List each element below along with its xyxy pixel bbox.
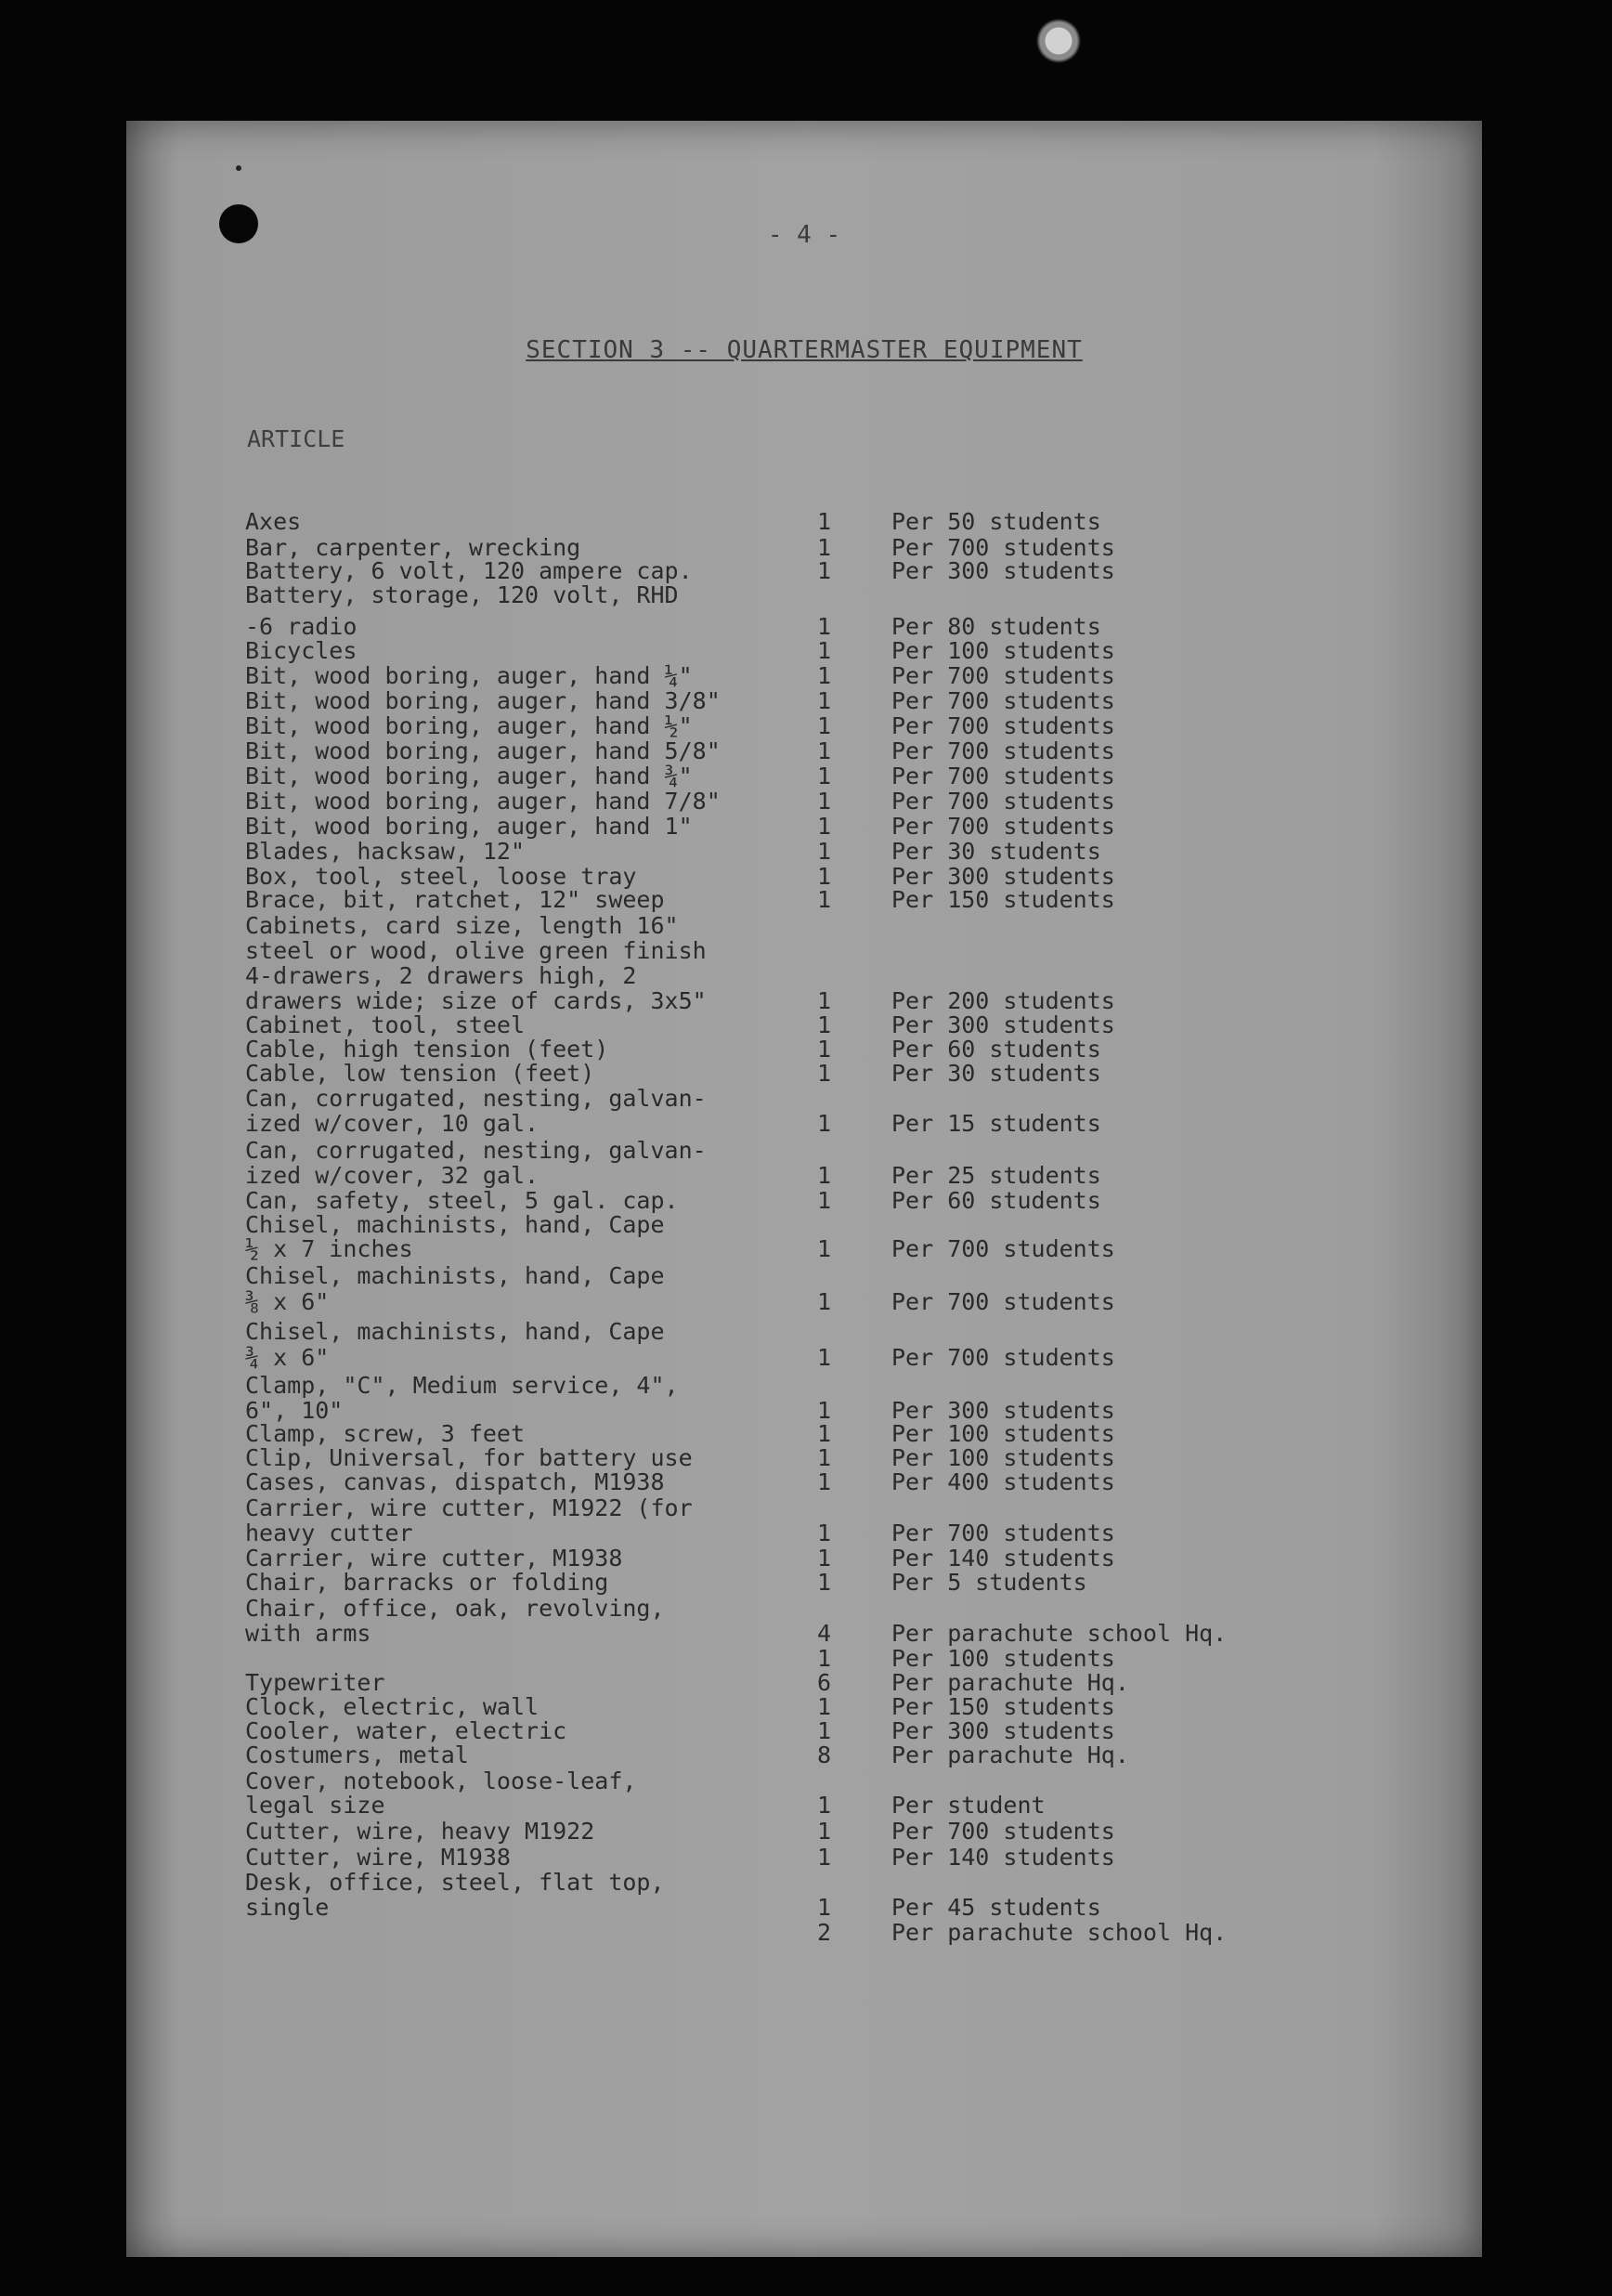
quantity-cell: 1 (817, 763, 832, 789)
article-cell: Cover, notebook, loose-leaf, (245, 1768, 637, 1794)
article-cell: Bit, wood boring, auger, hand 1" (245, 813, 693, 840)
basis-cell: Per 30 students (891, 838, 1101, 865)
article-cell: Costumers, metal (245, 1742, 469, 1768)
basis-cell: Per parachute Hq. (891, 1669, 1129, 1696)
article-cell: Clamp, screw, 3 feet (245, 1420, 526, 1447)
quantity-cell: 1 (817, 1844, 832, 1871)
film-speck (1031, 13, 1086, 69)
quantity-cell: 1 (817, 1420, 832, 1447)
quantity-cell: 4 (817, 1620, 832, 1647)
basis-cell: Per 50 students (891, 508, 1101, 535)
article-cell: Blades, hacksaw, 12" (245, 838, 526, 865)
quantity-cell: 1 (817, 687, 832, 714)
page-mark (236, 165, 241, 171)
quantity-cell: 1 (817, 1162, 832, 1189)
article-cell: Chisel, machinists, hand, Cape (245, 1318, 665, 1345)
basis-cell: Per 60 students (891, 1187, 1101, 1214)
basis-cell: Per parachute school Hq. (891, 1919, 1228, 1946)
article-cell: Cable, low tension (feet) (245, 1060, 595, 1087)
quantity-cell: 1 (817, 987, 832, 1014)
article-cell: Can, safety, steel, 5 gal. cap. (245, 1187, 679, 1214)
quantity-cell: 1 (817, 1645, 832, 1672)
article-cell: -6 radio (245, 613, 358, 640)
quantity-cell: 1 (817, 1468, 832, 1495)
quantity-cell: 1 (817, 1060, 832, 1087)
article-cell: ized w/cover, 32 gal. (245, 1162, 540, 1189)
article-cell: Bit, wood boring, auger, hand ½" (245, 712, 693, 739)
article-cell: Bit, wood boring, auger, hand ¼" (245, 662, 693, 689)
article-cell: Cooler, water, electric (245, 1717, 567, 1744)
article-cell: Desk, office, steel, flat top, (245, 1869, 665, 1896)
quantity-cell: 1 (817, 1110, 832, 1137)
quantity-cell: 1 (817, 534, 832, 561)
basis-cell: Per 700 students (891, 1288, 1115, 1315)
quantity-cell: 1 (817, 1818, 832, 1845)
basis-cell: Per 700 students (891, 1520, 1115, 1546)
basis-cell: Per 700 students (891, 763, 1115, 789)
quantity-cell: 1 (817, 1011, 832, 1038)
basis-cell: Per 100 students (891, 1645, 1115, 1672)
article-cell: with arms (245, 1620, 371, 1647)
basis-cell: Per 400 students (891, 1468, 1115, 1495)
basis-cell: Per 700 students (891, 687, 1115, 714)
article-cell: Cable, high tension (feet) (245, 1036, 609, 1063)
quantity-cell: 1 (817, 557, 832, 584)
basis-cell: Per 45 students (891, 1894, 1101, 1921)
page-number: - 4 - (767, 221, 841, 249)
article-cell: Battery, storage, 120 volt, RHD (245, 581, 679, 608)
article-cell: Battery, 6 volt, 120 ampere cap. (245, 557, 693, 584)
article-cell: Bit, wood boring, auger, hand 7/8" (245, 788, 721, 815)
quantity-cell: 1 (817, 1520, 832, 1546)
article-cell: Cabinets, card size, length 16" (245, 912, 679, 939)
basis-cell: Per 150 students (891, 1693, 1115, 1720)
basis-cell: Per 300 students (891, 863, 1115, 890)
article-cell: 6", 10" (245, 1397, 344, 1424)
article-cell: Clamp, "C", Medium service, 4", (245, 1372, 679, 1399)
article-cell: Chair, office, oak, revolving, (245, 1595, 665, 1622)
basis-cell: Per 700 students (891, 1344, 1115, 1371)
article-cell: Bit, wood boring, auger, hand ¾" (245, 763, 693, 789)
basis-cell: Per 15 students (891, 1110, 1101, 1137)
basis-cell: Per 700 students (891, 662, 1115, 689)
article-cell: Chisel, machinists, hand, Cape (245, 1211, 665, 1238)
quantity-cell: 2 (817, 1919, 832, 1946)
quantity-cell: 1 (817, 1693, 832, 1720)
article-cell: Cabinet, tool, steel (245, 1011, 526, 1038)
basis-cell: Per 300 students (891, 1397, 1115, 1424)
basis-cell: Per 150 students (891, 886, 1115, 913)
article-cell: 4-drawers, 2 drawers high, 2 (245, 962, 637, 989)
basis-cell: Per 300 students (891, 557, 1115, 584)
quantity-cell: 1 (817, 1235, 832, 1262)
column-heading-article: ARTICLE (247, 425, 345, 452)
basis-cell: Per 200 students (891, 987, 1115, 1014)
quantity-cell: 1 (817, 1187, 832, 1214)
basis-cell: Per 700 students (891, 788, 1115, 815)
document-page (126, 121, 1482, 2257)
basis-cell: Per 80 students (891, 613, 1101, 640)
basis-cell: Per 700 students (891, 1235, 1115, 1262)
quantity-cell: 8 (817, 1742, 832, 1768)
quantity-cell: 1 (817, 1344, 832, 1371)
basis-cell: Per 700 students (891, 534, 1115, 561)
quantity-cell: 1 (817, 613, 832, 640)
quantity-cell: 1 (817, 1444, 832, 1471)
quantity-cell: 1 (817, 712, 832, 739)
basis-cell: Per 700 students (891, 737, 1115, 764)
quantity-cell: 1 (817, 637, 832, 664)
article-cell: Chisel, machinists, hand, Cape (245, 1262, 665, 1289)
article-cell: Carrier, wire cutter, M1938 (245, 1545, 623, 1572)
quantity-cell: 1 (817, 1545, 832, 1572)
quantity-cell: 1 (817, 1792, 832, 1819)
article-cell: Bit, wood boring, auger, hand 3/8" (245, 687, 721, 714)
article-cell: ½ x 7 inches (245, 1235, 413, 1262)
quantity-cell: 1 (817, 508, 832, 535)
article-cell: Cases, canvas, dispatch, M1938 (245, 1468, 665, 1495)
quantity-cell: 1 (817, 788, 832, 815)
article-cell: Bicycles (245, 637, 358, 664)
article-cell: ⅜ x 6" (245, 1288, 330, 1315)
article-cell: Cutter, wire, heavy M1922 (245, 1818, 595, 1845)
basis-cell: Per 25 students (891, 1162, 1101, 1189)
basis-cell: Per 300 students (891, 1011, 1115, 1038)
article-cell: Clock, electric, wall (245, 1693, 540, 1720)
article-cell: Cutter, wire, M1938 (245, 1844, 511, 1871)
article-cell: Bit, wood boring, auger, hand 5/8" (245, 737, 721, 764)
basis-cell: Per 700 students (891, 712, 1115, 739)
basis-cell: Per parachute school Hq. (891, 1620, 1228, 1647)
quantity-cell: 1 (817, 1288, 832, 1315)
quantity-cell: 1 (817, 1397, 832, 1424)
article-cell: Can, corrugated, nesting, galvan- (245, 1137, 707, 1164)
quantity-cell: 1 (817, 838, 832, 865)
article-cell: drawers wide; size of cards, 3x5" (245, 987, 707, 1014)
article-cell: Chair, barracks or folding (245, 1569, 609, 1596)
basis-cell: Per 60 students (891, 1036, 1101, 1063)
quantity-cell: 1 (817, 1717, 832, 1744)
article-cell: Can, corrugated, nesting, galvan- (245, 1085, 707, 1112)
quantity-cell: 1 (817, 813, 832, 840)
basis-cell: Per 100 students (891, 1444, 1115, 1471)
quantity-cell: 1 (817, 1036, 832, 1063)
article-cell: steel or wood, olive green finish (245, 937, 707, 964)
basis-cell: Per 300 students (891, 1717, 1115, 1744)
section-title: SECTION 3 -- QUARTERMASTER EQUIPMENT (526, 336, 1083, 364)
basis-cell: Per 5 students (891, 1569, 1087, 1596)
article-cell: Box, tool, steel, loose tray (245, 863, 637, 890)
basis-cell: Per 700 students (891, 813, 1115, 840)
basis-cell: Per 140 students (891, 1545, 1115, 1572)
article-cell: Brace, bit, ratchet, 12" sweep (245, 886, 665, 913)
article-cell: Axes (245, 508, 302, 535)
quantity-cell: 1 (817, 863, 832, 890)
basis-cell: Per student (891, 1792, 1046, 1819)
basis-cell: Per 100 students (891, 637, 1115, 664)
quantity-cell: 1 (817, 662, 832, 689)
article-cell: single (245, 1894, 330, 1921)
article-cell: legal size (245, 1792, 385, 1819)
article-cell: Bar, carpenter, wrecking (245, 534, 581, 561)
article-cell: heavy cutter (245, 1520, 413, 1546)
quantity-cell: 1 (817, 886, 832, 913)
quantity-cell: 1 (817, 737, 832, 764)
basis-cell: Per 100 students (891, 1420, 1115, 1447)
quantity-cell: 1 (817, 1894, 832, 1921)
article-cell: ¾ x 6" (245, 1344, 330, 1371)
article-cell: Typewriter (245, 1669, 385, 1696)
article-cell: Carrier, wire cutter, M1922 (for (245, 1494, 693, 1521)
basis-cell: Per parachute Hq. (891, 1742, 1129, 1768)
article-cell: ized w/cover, 10 gal. (245, 1110, 540, 1137)
basis-cell: Per 700 students (891, 1818, 1115, 1845)
article-cell: Clip, Universal, for battery use (245, 1444, 693, 1471)
quantity-cell: 1 (817, 1569, 832, 1596)
basis-cell: Per 140 students (891, 1844, 1115, 1871)
quantity-cell: 6 (817, 1669, 832, 1696)
basis-cell: Per 30 students (891, 1060, 1101, 1087)
